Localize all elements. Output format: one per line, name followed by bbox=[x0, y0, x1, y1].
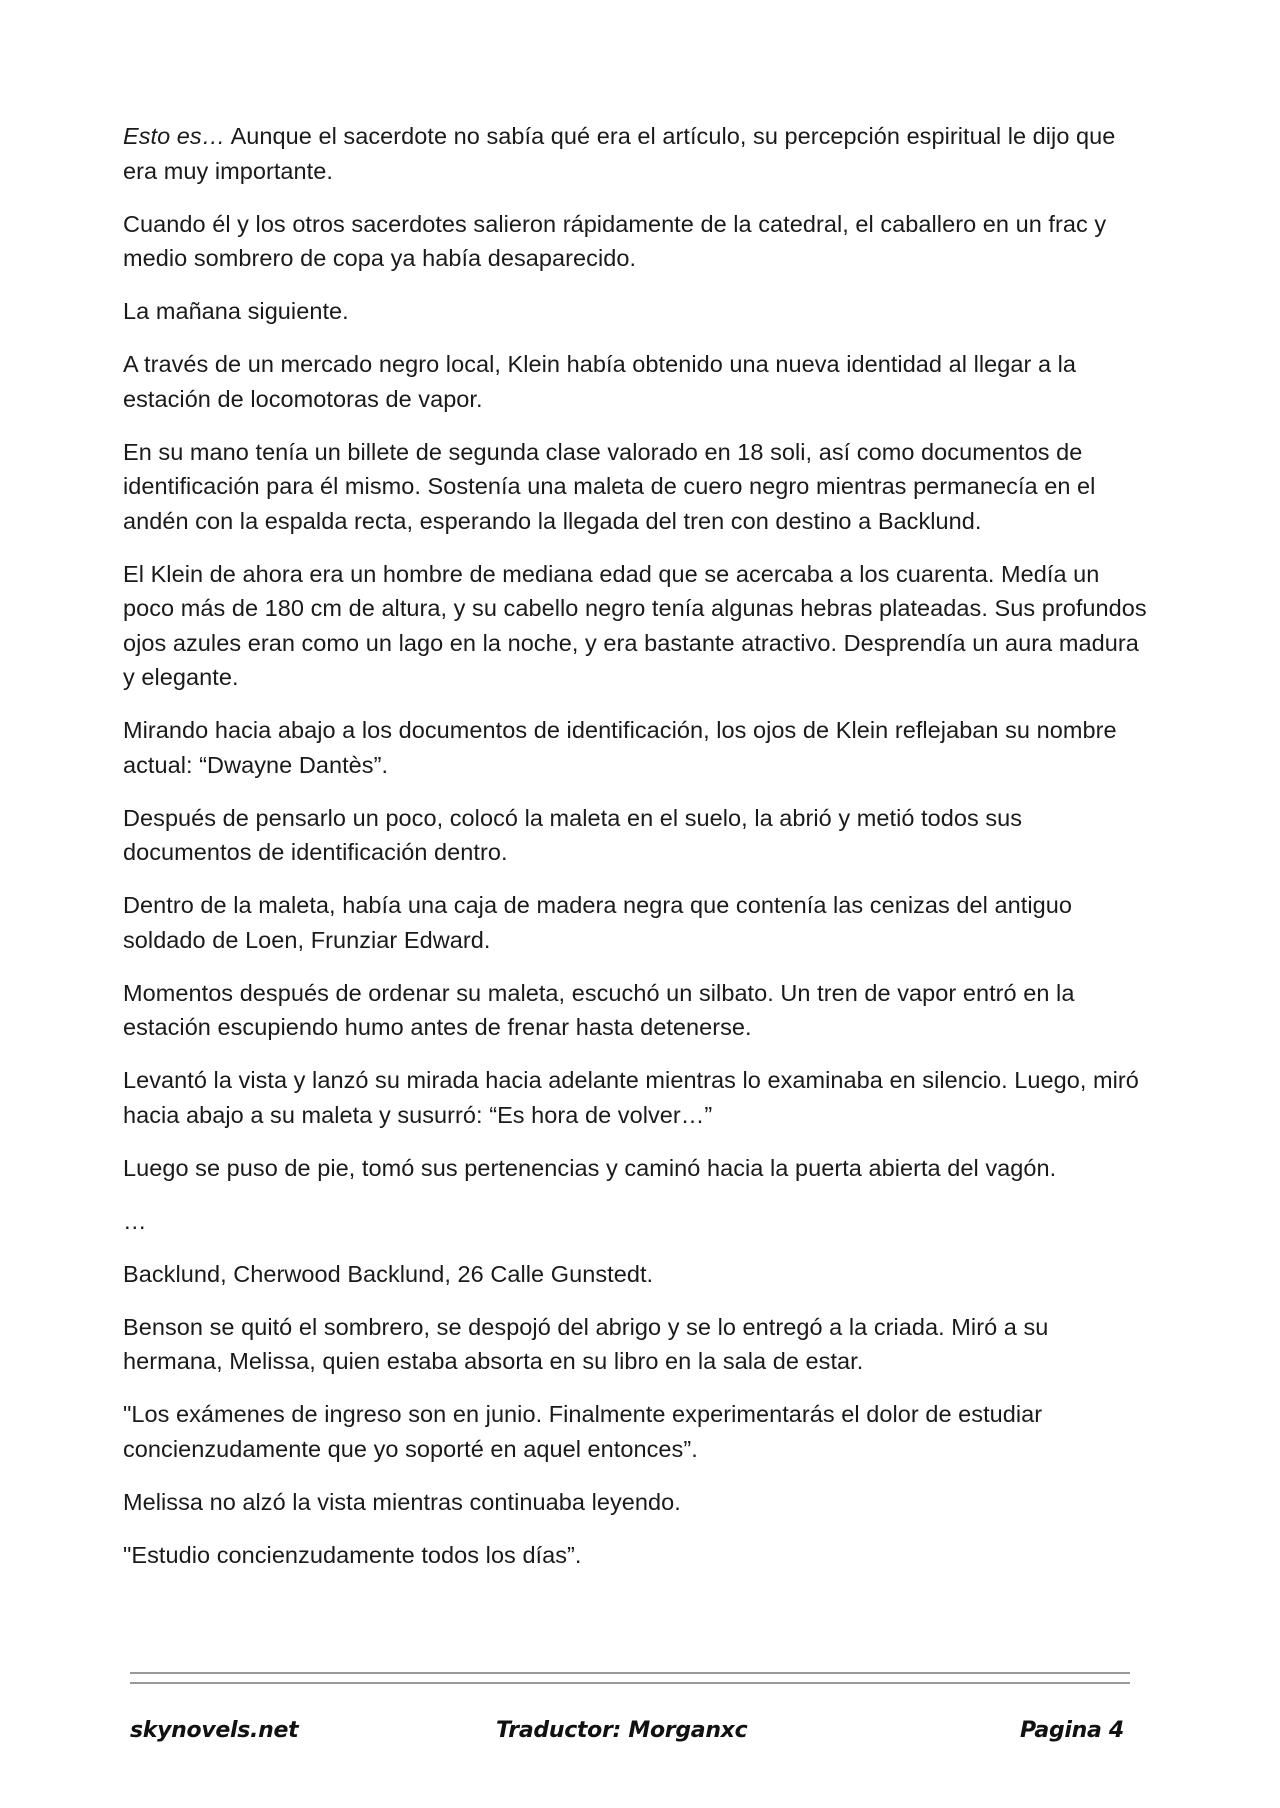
paragraph: Cuando él y los otros sacerdotes salieron rápidamente de la catedral, el caballero en un frac y medio sombrero de copa ya había desaparecido. bbox=[123, 210, 1107, 271]
paragraph: El Klein de ahora era un hombre de mediana edad que se acercaba a los cuarenta. Medía un poco más de 180 cm de altura, y su cabello negro tenía algunas hebras plateadas. Sus profundos ojos azules eran como un lago en la noche, y era bastante atractivo. Desprendía un aura madura y elegante. bbox=[123, 560, 1147, 690]
paragraph: A través de un mercado negro local, Klein había obtenido una nueva identidad al llegar a la estación de locomotoras de vapor. bbox=[123, 351, 1077, 412]
paragraph: En su mano tenía un billete de segunda clase valorado en 18 soli, así como documentos de identificación para él mismo. Sostenía una maleta de cuero negro mientras permanecía en el andén con la espalda recta, esperando la llegada del tren con destino a Backlund. bbox=[123, 438, 1096, 534]
footer-translator: Traductor: Morganxc bbox=[496, 1718, 748, 1743]
footer-rule-bottom bbox=[130, 1682, 1130, 1684]
footer-divider bbox=[130, 1672, 1130, 1686]
footer-rule-top bbox=[130, 1672, 1130, 1674]
paragraph: Mirando hacia abajo a los documentos de identificación, los ojos de Klein reflejaban su nombre actual: “Dwayne Dantès”. bbox=[123, 717, 1117, 778]
paragraph bbox=[123, 119, 1153, 188]
paragraph: Melissa no alzó la vista mientras continuaba leyendo. bbox=[123, 1488, 681, 1515]
paragraph: Después de pensarlo un poco, colocó la maleta en el suelo, la abrió y metió todos sus documentos de identificación dentro. bbox=[123, 804, 1023, 865]
document-body bbox=[123, 119, 1153, 1591]
paragraph: Benson se quitó el sombrero, se despojó del abrigo y se lo entregó a la criada. Miró a su hermana, Melissa, quien estaba absorta en su libro en la sala de estar. bbox=[123, 1313, 1049, 1374]
paragraph: "Estudio concienzudamente todos los días”. bbox=[123, 1541, 582, 1568]
paragraph: Luego se puso de pie, tomó sus pertenencias y caminó hacia la puerta abierta del vagón. bbox=[123, 1154, 1057, 1181]
paragraph: Backlund, Cherwood Backlund, 26 Calle Gunstedt. bbox=[123, 1260, 654, 1287]
paragraph: "Los exámenes de ingreso son en junio. Finalmente experimentarás el dolor de estudiar concienzudamente que yo soporté en aquel entonces”. bbox=[123, 1401, 1043, 1462]
paragraph: Momentos después de ordenar su maleta, escuchó un silbato. Un tren de vapor entró en la estación escupiendo humo antes de frenar hasta detenerse. bbox=[123, 979, 1075, 1040]
paragraph: La mañana siguiente. bbox=[123, 298, 349, 324]
scene-break: … bbox=[123, 1207, 147, 1234]
paragraph: Levantó la vista y lanzó su mirada hacia adelante mientras lo examinaba en silencio. Luego, miró hacia abajo a su maleta y susurró: “Es hora de volver…” bbox=[123, 1067, 1139, 1128]
paragraph: Dentro de la maleta, había una caja de madera negra que contenía las cenizas del antiguo soldado de Loen, Frunziar Edward. bbox=[123, 892, 1072, 953]
paragraph-text: Aunque el sacerdote no sabía qué era el artículo, su percepción espiritual le dijo que era muy importante. bbox=[123, 123, 1116, 184]
paragraph-lead-italic: Esto es… bbox=[123, 123, 226, 149]
footer-site: skynovels.net bbox=[130, 1718, 299, 1743]
footer-page-number: Pagina 4 bbox=[1020, 1718, 1124, 1743]
